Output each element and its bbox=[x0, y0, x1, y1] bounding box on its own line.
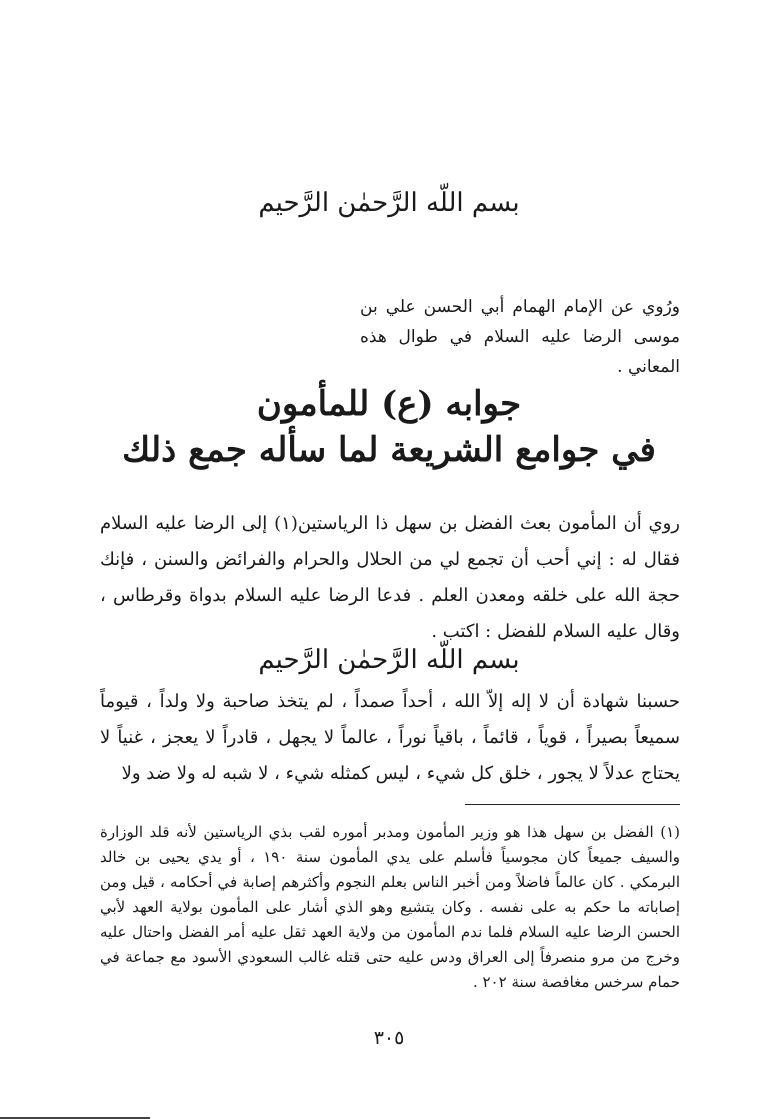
body-paragraph-2 bbox=[100, 684, 680, 792]
paragraph-text: حسبنا شهادة أن لا إله إلاّ الله ، أحداً صمداً ، لم يتخذ صاحبة ولا ولداً ، قيوماً سميعاً بصيراً ، قوياً ، قائماً ، باقياً نوراً ، عالماً لا يجهل ، قادراً لا يعجز ، غنياً لا يحتاج عدلاً لا يجور ، خلق كل شيء ، ليس كمثله شيء ، لا شبه له ولا ضد ولا bbox=[100, 691, 680, 784]
basmala-heading-mid: بسم اللّه الرَّحمٰن الرَّحيم bbox=[258, 645, 520, 675]
footnote-separator bbox=[465, 804, 680, 805]
page-number: ٣٠٥ bbox=[373, 1027, 405, 1049]
intro-text bbox=[360, 292, 680, 382]
paragraph-text: روي أن المأمون بعث الفضل بن سهل ذا الرياستين(١) إلى الرضا عليه السلام فقال له : إني أحب أن تجمع لي من الحلال والحرام والفرائض والسنن ، فإنك حجة الله على خلقه ومعدن العلم . فدعا الرضا عليه السلام بدواة وقرطاس ، وقال عليه السلام للفضل : اكتب . bbox=[100, 513, 681, 642]
footnote-text: (١) الفضل بن سهل هذا هو وزير المأمون ومدبر أموره لقب بذي الرياستين لأنه قلد الوزارة والسيف جميعاً كان مجوسياً فأسلم على يدي المأمون سنة ١٩٠ ، أو يدي يحيى بن خالد البرمكي . كان عالماً فاضلاً ومن أخبر الناس بعلم النجوم وأكثرهم إصابة في أحكامه ، قيل ومن إصاباته ما حكم به على نفسه . وكان يتشيع وهو الذي أشار على المأمون بولاية العهد لأبي الحسن الرضا عليه السلام فلما ندم المأمون من ولاية العهد ثقل عليه أمر الفضل واحتال عليه وخرج من مرو منصرفاً إلى العراق ودس عليه حتى قتله غالب السعودي الأسود مع جماعة في حمام سرخس مغافصة سنة ٢٠٢ . bbox=[100, 823, 680, 991]
body-paragraph-1 bbox=[100, 506, 680, 650]
basmala-heading-top: بسم اللّه الرَّحمٰن الرَّحيم bbox=[258, 188, 520, 218]
footnote bbox=[100, 820, 680, 995]
chapter-title-line-1: جوابه (ع) للمأمون bbox=[256, 384, 522, 424]
intro-paragraph: ورُوي عن الإمام الهمام أبي الحسن علي بن موسى الرضا عليه السلام في طوال هذه المعاني . bbox=[360, 297, 680, 377]
chapter-title-line-2: في جوامع الشريعة لما سأله جمع ذلك bbox=[122, 430, 656, 470]
